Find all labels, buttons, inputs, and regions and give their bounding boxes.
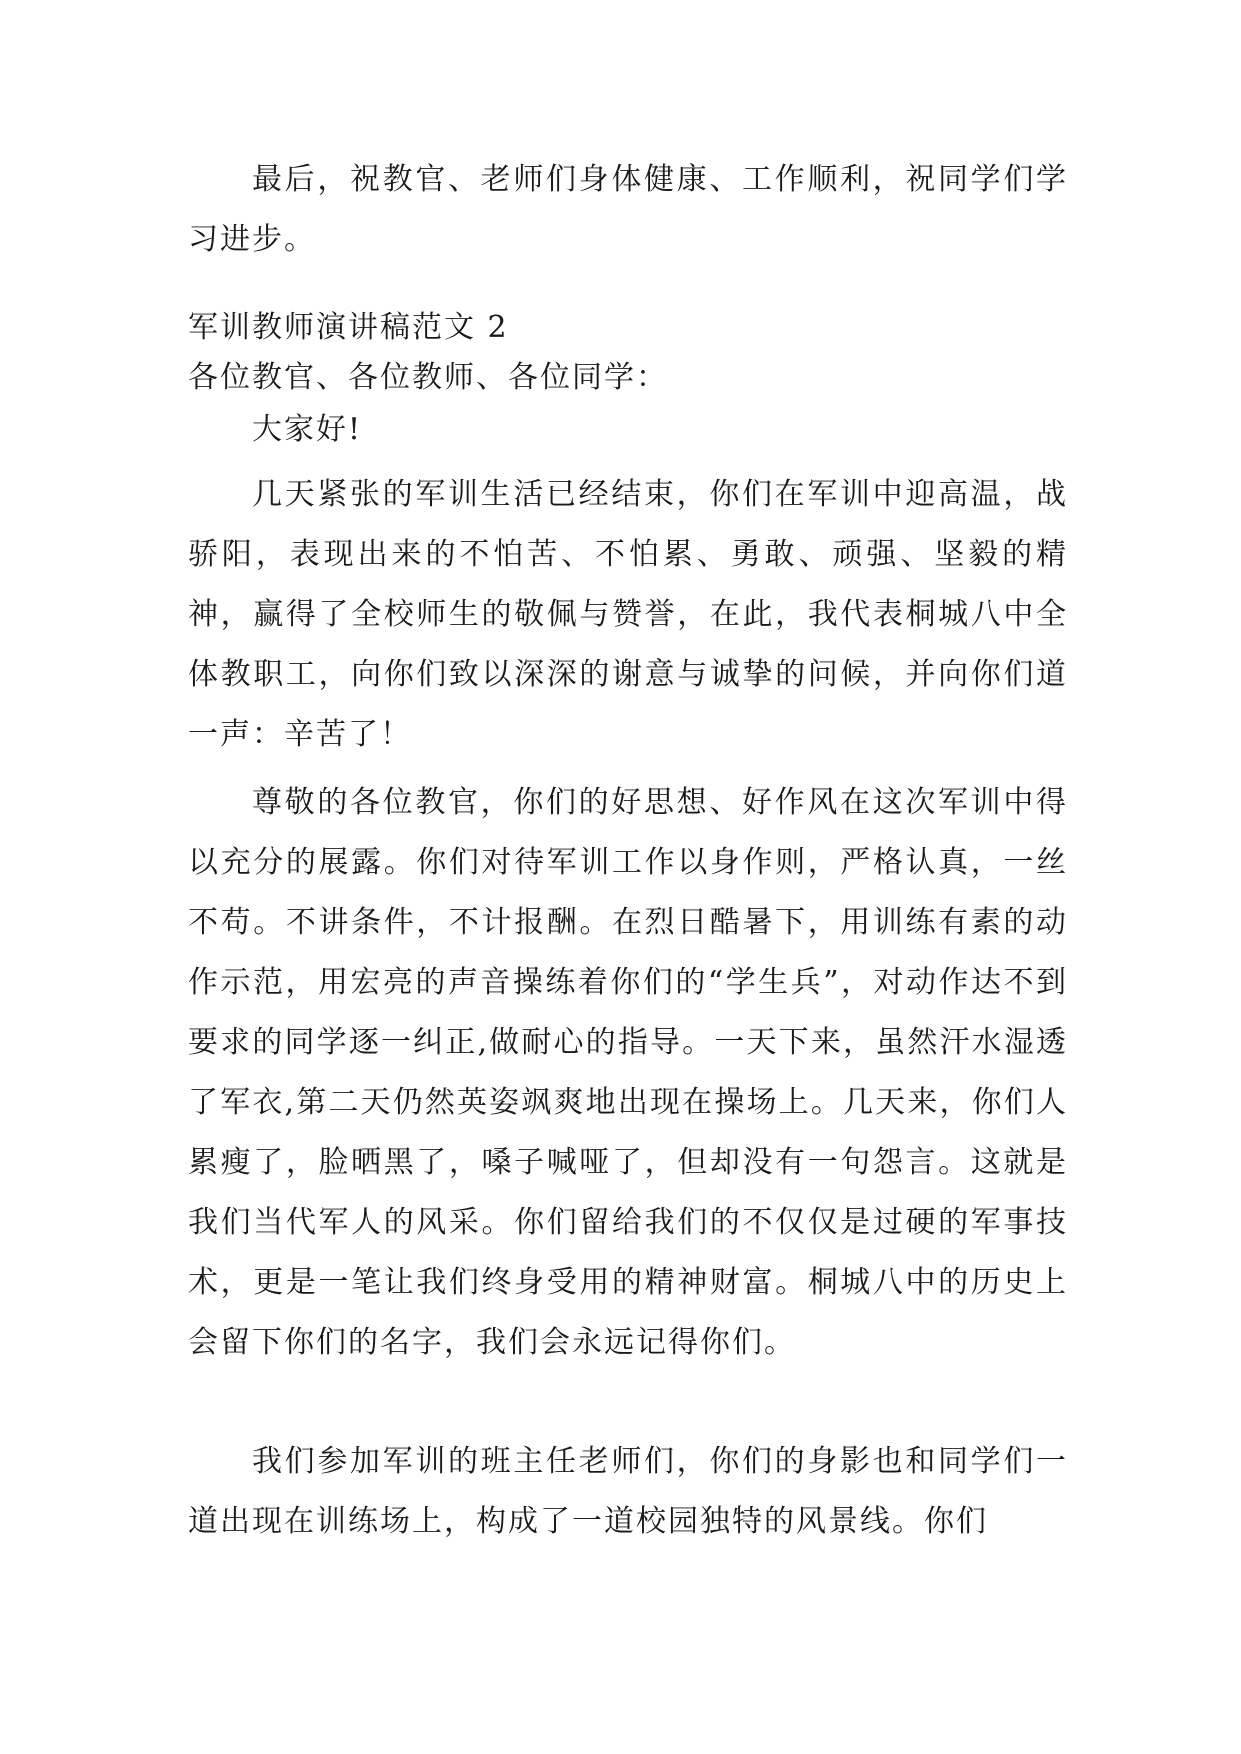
closing-paragraph: 最后，祝教官、老师们身体健康、工作顺利，祝同学们学习进步。 bbox=[188, 162, 1068, 257]
body-paragraph: 尊敬的各位教官，你们的好思想、好作风在这次军训中得以充分的展露。你们对待军训工作以身作则，严格认真，一丝不苟。不讲条件，不计报酬。在烈日酷暑下，用训练有素的动作示范，用宏亮的声音操练着你们的“学生兵”，对动作达不到要求的同学逐一纠正,做耐心的指导。一天下来，虽然汗水湿透了军衣,第二天仍然英姿飒爽地出现在操场上。几天来，你们人累瘦了，脸晒黑了，嗓子喊哑了，但却没有一句怨言。这就是我们当代军人的风采。你们留给我们的不仅仅是过硬的军事技术，更是一笔让我们终身受用的精神财富。桐城八中的历史上会留下你们的名字，我们会永远记得你们。 bbox=[188, 785, 1068, 1360]
greeting: 大家好! bbox=[252, 412, 363, 447]
section-title: 军训教师演讲稿范文 2 bbox=[188, 310, 509, 345]
body-paragraph: 几天紧张的军训生活已经结束，你们在军训中迎高温，战骄阳，表现出来的不怕苦、不怕累、勇敢、顽强、坚毅的精神，赢得了全校师生的敬佩与赞誉，在此，我代表桐城八中全体教职工，向你们致以深深的谢意与诚挚的问候，并向你们道一声：辛苦了！ bbox=[188, 477, 1068, 752]
salutation: 各位教官、各位教师、各位同学： bbox=[188, 360, 668, 395]
body-paragraph: 我们参加军训的班主任老师们，你们的身影也和同学们一道出现在训练场上，构成了一道校园独特的风景线。你们 bbox=[188, 1444, 1068, 1539]
